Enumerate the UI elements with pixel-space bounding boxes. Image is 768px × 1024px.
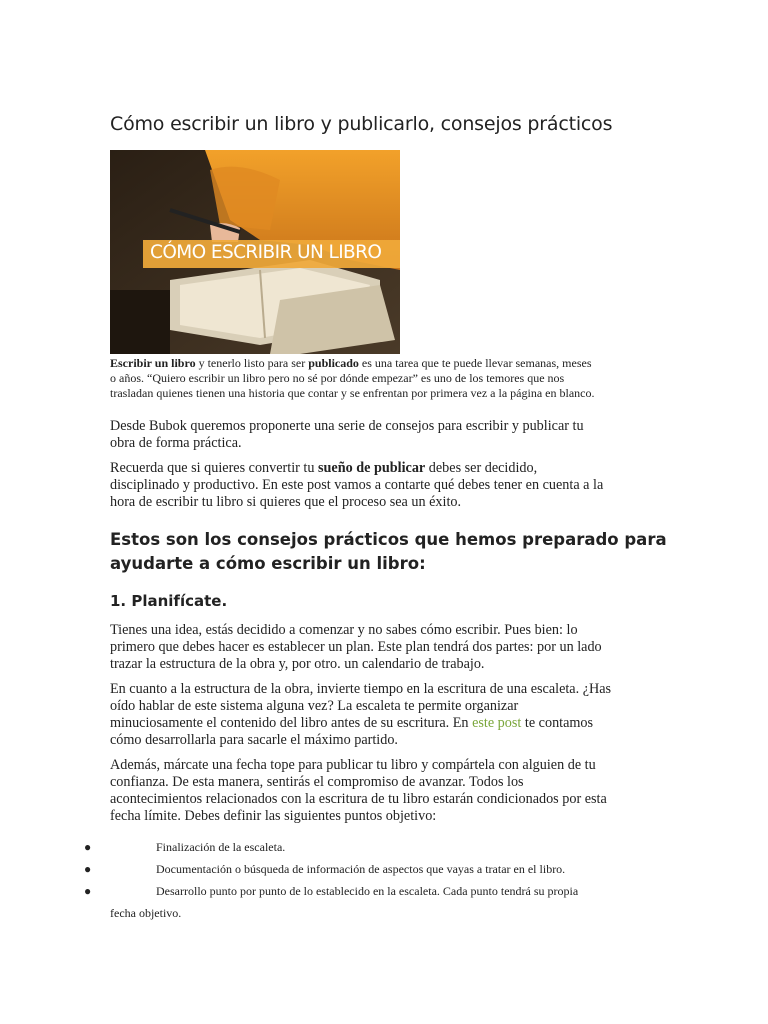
structure-line3: minuciosamente el contenido del libro antes de su escritura. En (110, 715, 473, 731)
second-bold: sueño de publicar (318, 460, 426, 476)
second-line2: disciplinado y productivo. En este post vamos a contarte qué debes tener en cuenta a la (110, 477, 604, 493)
bullet-marker: ● (84, 884, 92, 898)
intro-paragraph (110, 418, 655, 452)
list-item-continuation: fecha objetivo. (110, 906, 182, 920)
subheading-planificate: 1. Planifícate. (110, 592, 228, 610)
structure-line1: En cuanto a la estructura de la obra, invierte tiempo en la escritura de una escaleta. ¿Has (110, 681, 612, 697)
plan-line2: primero que debes hacer es establecer un plan. Este plan tendrá dos partes: por un lado (110, 639, 602, 655)
deadline-line2: confianza. De esta manera, sentirás el compromiso de avanzar. Todos los (110, 774, 524, 790)
caption-line1-rest: es una tarea que te puede llevar semanas, meses (358, 356, 592, 370)
structure-line2: oído hablar de este sistema alguna vez? La escaleta te permite organizar (110, 698, 519, 714)
plan-line1: Tienes una idea, estás decidido a comenzar y no sabes cómo escribir. Pues bien: lo (110, 622, 578, 638)
structure-line3-rest: te contamos (521, 715, 594, 731)
deadline-line3: acontecimientos relacionados con la escritura de tu libro estarán condicionados por esta (110, 791, 607, 807)
caption-text: y tenerlo listo para ser (195, 356, 309, 370)
este-post-link[interactable]: este post (472, 715, 522, 731)
plan-line3: trazar la estructura de la obra y, por otro. un calendario de trabajo. (110, 656, 485, 672)
image-caption (110, 356, 670, 401)
hero-overlay-text: CÓMO ESCRIBIR UN LIBRO (150, 242, 382, 263)
list-item: Desarrollo punto por punto de lo establecido en la escaleta. Cada punto tendrá su propia (156, 884, 579, 898)
structure-line4: cómo desarrollarla para sacarle el máximo partido. (110, 732, 398, 748)
deadline-line4: fecha límite. Debes definir las siguientes puntos objetivo: (110, 808, 437, 824)
second-post: debes ser decidido, (425, 460, 538, 476)
document-title: Cómo escribir un libro y publicarlo, consejos prácticos (110, 113, 613, 135)
bullet-marker: ● (84, 862, 92, 876)
second-pre: Recuerda que si quieres convertir tu (110, 460, 319, 476)
plan-paragraph (110, 622, 655, 673)
section-heading-line1: Estos son los consejos prácticos que hemos preparado para (110, 530, 667, 549)
caption-line3: trasladan quienes tienen una historia que contar y se enfrentan por primera vez a la página en blanco. (110, 386, 595, 400)
bullet-marker: ● (84, 840, 92, 854)
caption-bold-publicado: publicado (308, 356, 359, 370)
caption-line2: o años. “Quiero escribir un libro pero no sé por dónde empezar” es uno de los temores que nos (110, 371, 565, 385)
deadline-paragraph (110, 757, 655, 825)
intro-line2: obra de forma práctica. (110, 435, 242, 451)
list-item: Documentación o búsqueda de información de aspectos que vayas a tratar en el libro. (156, 862, 566, 876)
second-line3: hora de escribir tu libro si quieres que el proceso sea un éxito. (110, 494, 462, 510)
structure-paragraph (110, 681, 655, 749)
section-heading-line2: ayudarte a cómo escribir un libro: (110, 554, 426, 573)
second-paragraph (110, 460, 655, 511)
caption-bold-escribir: Escribir un libro (110, 356, 196, 370)
section-heading (110, 528, 670, 576)
deadline-line1: Además, márcate una fecha tope para publicar tu libro y compártela con alguien de tu (110, 757, 596, 773)
intro-line1: Desde Bubok queremos proponerte una serie de consejos para escribir y publicar tu (110, 418, 584, 434)
hero-image (110, 150, 400, 354)
list-item: Finalización de la escaleta. (156, 840, 286, 854)
